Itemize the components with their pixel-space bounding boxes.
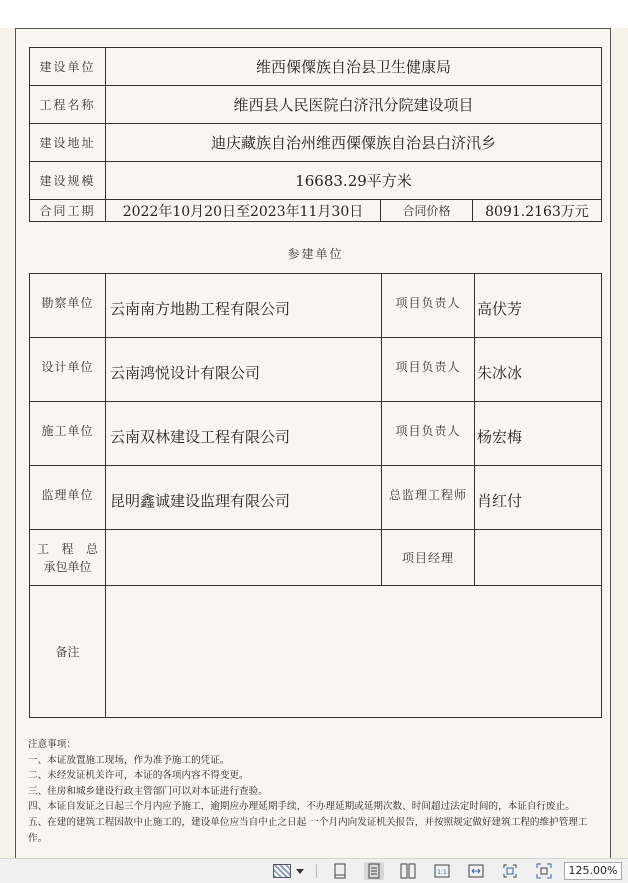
participants-table — [29, 273, 602, 718]
participant-manager-label: 项目负责人 — [382, 274, 475, 338]
project-info-table — [29, 47, 602, 222]
general-contractor-label-line2: 承包单位 — [43, 559, 92, 574]
scale-label: 建设规模 — [30, 162, 106, 200]
participant-manager-label: 项目负责人 — [382, 402, 475, 466]
participant-manager: 高伏芳 — [475, 274, 602, 338]
participant-manager: 杨宏梅 — [475, 402, 602, 466]
scale-value: 16683.29平方米 — [106, 162, 602, 200]
address-value: 迪庆藏族自治州维西傈僳族自治县白济汛乡 — [106, 124, 602, 162]
general-contractor-row — [30, 530, 602, 586]
participant-row — [30, 466, 602, 530]
notices-title: 注意事项： — [28, 739, 76, 750]
general-contractor-manager-label: 项目经理 — [382, 530, 475, 586]
svg-text:1:1: 1:1 — [437, 869, 447, 876]
general-contractor-manager — [475, 530, 602, 586]
participant-manager: 朱冰冰 — [475, 338, 602, 402]
participants-title: 参建单位 — [287, 247, 344, 261]
remarks-value — [106, 586, 602, 718]
participant-row — [30, 274, 602, 338]
notice-item: 三、住房和城乡建设行政主管部门可以对本证进行查验。 — [28, 785, 268, 797]
price-value: 8091.2163万元 — [473, 200, 602, 222]
period-value: 2022年10月20日至2023年11月30日 — [106, 200, 381, 222]
builder-label: 建设单位 — [30, 48, 106, 86]
participant-company: 云南南方地勘工程有限公司 — [106, 274, 382, 338]
remarks-label: 备注 — [30, 586, 106, 718]
permit-page — [15, 28, 611, 866]
notice-item: 二、未经发证机关许可，本证的各项内容不得变更。 — [28, 770, 249, 782]
viewer-toolbar — [0, 858, 628, 883]
pattern-icon[interactable] — [272, 862, 292, 880]
participant-role: 设计单位 — [30, 338, 106, 402]
general-contractor-company — [106, 530, 382, 586]
single-page-icon[interactable] — [330, 862, 350, 880]
participant-company: 昆明鑫诚建设监理有限公司 — [106, 466, 382, 530]
participant-company: 云南鸿悦设计有限公司 — [106, 338, 382, 402]
chevron-down-icon[interactable] — [296, 869, 304, 874]
notices — [28, 737, 603, 846]
builder-value: 维西傈僳族自治县卫生健康局 — [106, 48, 602, 86]
remarks-row — [30, 586, 602, 718]
fit-page-icon[interactable] — [500, 862, 520, 880]
participant-manager: 肖红付 — [475, 466, 602, 530]
zoom-level[interactable]: 125.00% — [564, 862, 622, 880]
general-contractor-label — [30, 530, 106, 586]
project-name-label: 工程名称 — [30, 86, 106, 124]
actual-size-icon[interactable] — [432, 862, 452, 880]
top-strip — [0, 0, 628, 28]
participant-row — [30, 338, 602, 402]
notice-item: 五、在建的建筑工程因故中止施工的，建设单位应当自中止之日起 一个月内向发证机关报告，并按照规定做好建筑工程的维护管理工作。 — [28, 816, 588, 844]
address-label: 建设地址 — [30, 124, 106, 162]
notice-item: 四、本证自发证之日起三个月内应予施工，逾期应办理延期手续，不办理延期或延期次数、时间超过法定时间的，本证自行废止。 — [28, 801, 575, 813]
participant-role: 勘察单位 — [30, 274, 106, 338]
two-page-icon[interactable] — [398, 862, 418, 880]
participant-manager-label: 项目负责人 — [382, 338, 475, 402]
full-screen-icon[interactable] — [534, 862, 554, 880]
participant-row — [30, 402, 602, 466]
participant-company: 云南双林建设工程有限公司 — [106, 402, 382, 466]
fit-width-icon[interactable] — [466, 862, 486, 880]
notice-item: 一、本证放置施工现场，作为准予施工的凭证。 — [28, 754, 230, 766]
period-label: 合同工期 — [30, 200, 106, 222]
continuous-page-icon[interactable] — [364, 862, 384, 880]
participant-role: 施工单位 — [30, 402, 106, 466]
participant-manager-label: 总监理工程师 — [382, 466, 475, 530]
toolbar-divider — [316, 864, 317, 878]
general-contractor-label-line1: 工 程 总 — [37, 541, 98, 556]
project-name-value: 维西县人民医院白济汛分院建设项目 — [106, 86, 602, 124]
price-label: 合同价格 — [381, 200, 473, 222]
participant-role: 监理单位 — [30, 466, 106, 530]
